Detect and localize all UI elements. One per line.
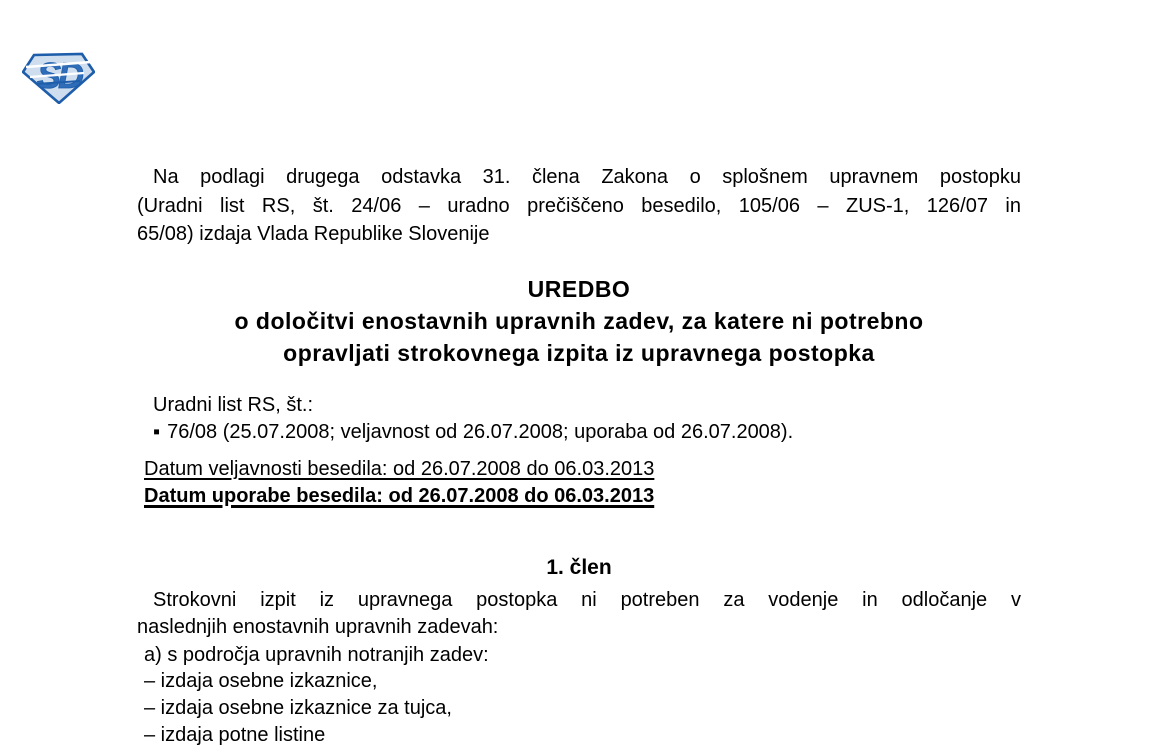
sd-logo-letters: SD [36, 55, 82, 96]
decree-title-line-3: opravljati strokovnega izpita iz upravnega postopka [283, 340, 875, 366]
point-a-line [137, 641, 1021, 669]
decree-title-line-2: o določitvi enostavnih upravnih zadev, za katere ni potrebno [234, 308, 924, 334]
intro-line-1: Na podlagi drugega odstavka 31. člena Zakona o splošnem upravnem postopku [153, 166, 1021, 188]
sd-shield-icon [22, 52, 95, 104]
sd-logo [22, 52, 95, 104]
point-a-items [137, 668, 1021, 749]
gazette-label: Uradni list RS, št.: [153, 394, 314, 416]
article-1-para-line-2: naslednjih enostavnih upravnih zadevah: [137, 616, 499, 639]
gazette-item-line [137, 418, 1021, 446]
validity-line-2-wrap [137, 482, 1021, 510]
list-item: – izdaja osebne izkaznice, [144, 670, 378, 692]
article-1-para-line-1: Strokovni izpit iz upravnega postopka ni potreben za vodenje in odločanje v [153, 589, 1021, 611]
point-a-text: a) s področja upravnih notranjih zadev: [144, 644, 489, 666]
gazette-item-text: 76/08 (25.07.2008; veljavnost od 26.07.2008; uporaba od 26.07.2008). [167, 421, 794, 443]
intro-paragraph [137, 163, 1021, 249]
article-1-heading: 1. člen [546, 556, 612, 579]
usage-date-range: Datum uporabe besedila: od 26.07.2008 do 06.03.2013 [144, 485, 655, 507]
gazette-item-wrap [137, 418, 793, 446]
decree-title [137, 273, 1021, 369]
intro-line-2: (Uradni list RS, št. 24/06 – uradno prečiščeno besedilo, 105/06 – ZUS-1, 126/07 in [137, 194, 1021, 217]
intro-line-3: 65/08) izdaja Vlada Republike Slovenije [137, 223, 490, 245]
square-bullet-icon: ▪ [153, 421, 161, 443]
list-item: – izdaja osebne izkaznice za tujca, [144, 697, 452, 719]
validity-date-range: Datum veljavnosti besedila: od 26.07.2008 do 06.03.2013 [144, 458, 655, 480]
gazette-label-line [137, 391, 1021, 419]
validity-line-1-wrap [137, 455, 1021, 483]
decree-title-line-1: UREDBO [527, 276, 631, 302]
list-item: – izdaja potne listine [144, 724, 326, 746]
article-1-paragraph [137, 587, 1021, 642]
